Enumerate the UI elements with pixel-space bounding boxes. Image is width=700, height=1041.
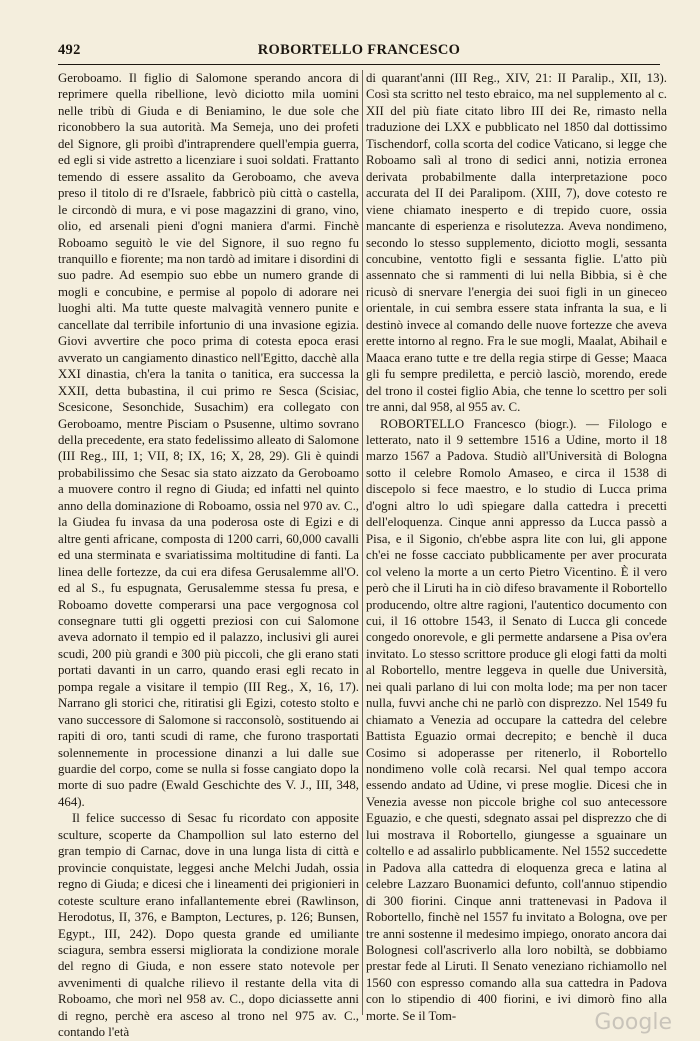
page-header <box>58 42 660 64</box>
paragraph-roboamo-end: di quarant'anni (III Reg., XIV, 21: II Paralip., XII, 13). Così sta scritto nel testo ebraico, ma nel supplemento al c. XII del più fiate citato libro III dei Re, rimasto nella traduzione dei LXX e pubblicato nel 1850 dal dottissimo Tischendorf, colla scorta del codice Vaticano, si legge che Roboamo salì al trono di sedici anni, notizia erronea derivata probabilmente dalla interpretazione poco accurata del II dei Paralipom. (XIII, 7), dove cotesto re viene chiamato inesperto e di trepido cuore, ossia mancante di esperienza e risolutezza. Aveva nondimeno, secondo lo stesso supplemento, diciotto mogli, sessanta concubine, ventotto figli e sessanta figlie. L'atto più assennato che si rammenti di lui nella Bibbia, si è che ricusò di snervare l'energia dei suoi figli in un gineceo orientale, in cui sembra essere stata infranta la sua, e li destinò invece al comando delle nuove fortezze che aveva erette intorno al regno. Fra le sue mogli, Maalat, Abihail e Maaca erano tutte e tre della regia stirpe di Gesse; Maaca gli fu sempre prediletta, e perciò lasciò, morendo, erede del trono il costei figlio Abia, che tenne lo scettro per soli tre anni, dal 958, al 955 av. C. <box>366 71 667 415</box>
paragraph-robortello-entry: ROBORTELLO Francesco (biogr.). — Filologo e letterato, nato il 9 settembre 1516 a Udine, morto il 18 marzo 1567 a Padova. Studiò all'Università di Bologna sotto il celebre Romolo Amaseo, e circa il 1538 di discepolo si fece maestro, e lo studio di Lucca prima d'ogni altro lo udì spiegare dalla cattedra i precetti dell'eloquenza. Cinque anni appresso da Lucca passò a Pisa, e il Sigonio, ch'ebbe aspra lite con lui, gli appone ch'ei ne fosse cacciato pubblicamente per aver procurata col veleno la morte a un certo Pietro Vicentino. È il vero però che il Liruti ha in ciò difeso bravamente il Robortello producendo, oltre altre ragioni, l'autentico documento con cui, il 16 ottobre 1543, il Senato di Lucca gli concede congedo onorevole, e gli permette andarsene a Pisa ov'era invitato. Lo stesso scrittore produce gli elogi fatti da molti al Robortello, mentre leggeva in quelle due Università, nei quali parlano di lui con molta lode; ma per non tacer nulla, fuvvi anche chi ne parlò con disprezzo. Nel 1549 fu chiamato a Venezia ad occupare la cattedra del celebre Battista Eguazio ormai decrepito; e benchè il duca Cosimo si adoperasse per ritenerlo, il Robortello nondimeno volle colà recarsi. Nel qual tempo accora essendo andato ad Udine, vi prese moglie. Dicesi che in Venezia avesse non piccole brighe col suo antecessore Eguazio, e che questi, sdegnato assai pel disprezzo che di lui mostrava il Robortello, giungesse a sguainare un coltello e ad assalirlo pubblicamente. Nel 1552 succedette in Padova alla cattedra di eloquenza greca e latina al celebre Lazzaro Buonamici defunto, coll'annuo stipendio di 300 fiorini. Cinque anni trattenevasi in Padova il Robortello, finchè nel 1557 fu invitato a Bologna, ove per tre anni sostenne il medesimo impiego, onorato ancora dai Bolognesi coll'ascriverlo alla loro nobiltà, se dobbiamo prestar fede al Liruti. Il Senato veneziano richiamollo nel 1560 con espresso comando alla sua cattedra in Padova con lo stipendio di 400 fiorini, e ivi dimorò fino alla morte. Se il Tom- <box>366 416 667 1023</box>
left-column <box>58 70 359 1041</box>
right-column <box>366 70 667 1024</box>
paragraph-roboamo-continued: Geroboamo. Il figlio di Salomone sperando ancora di reprimere quella ribellione, levò diciotto mila uomini nelle tribù di Giuda e di Beniamino, le due sole che riconobbero la sua autorità. Ma Semeja, uno dei profeti del Signore, gli proibì d'intraprendere quell'empia guerra, ed egli si vide astretto a licenziare i suoi soldati. Frattanto temendo di essere assalito da Geroboamo, che aveva preso il titolo di re d'Israele, fabbricò più città o castella, le circondò di mura, e vi pose magazzini di grano, vino, olio, ed arsenali pieni d'ogni maniera d'armi. Finchè Roboamo seguitò le vie del Signore, il suo regno fu tranquillo e fiorente; ma non tardò ad imitare i disordini di suo padre. Ad esempio suo ebbe un numero grande di mogli e concubine, e permise al popolo di adorare nei luoghi alti. Ma tutte queste malvagità vennero punite e cancellate dal terribile infortunio di una invasione egizia. Giovi avvertire che poco prima di cotesta epoca erasi avverato un cangiamento dinastico nell'Egitto, dacchè alla XXI dinastia, ch'era la tanita o tanitica, era successa la XXII, detta bubastina, il cui primo re Sesca (Scisiac, Scesicone, Sesonchide, Susachim) era collegato con Geroboamo, mentre Pisciam o Psusenne, ultimo sovrano della precedente, era stato fedelissimo alleato di Salomone (III Reg., III, 1; VII, 8; IX, 16; X, 28, 29). Gli è quindi probabilissimo che Sesac sia stato aizzato da Geroboamo a muovere contro il regno di Giuda; ed infatti nel quinto anno della dominazione di Roboamo, ossia nel 970 av. C., la Giudea fu invasa da una poderosa oste di Egizi e di altre genti africane, composta di 1200 carri, 60,000 cavalli ed una sterminata e svariatissima moltitudine di fanti. La linea delle fortezze, da cui era difesa Gerusalemme all'O. ed al S., fu espugnata, Gerusalemme stessa fu presa, e Roboamo dovette comperarsi una pace vergognosa col consegnare tutti gli oggetti preziosi con cui Salomone aveva adornato il tempio ed il palazzo, inclusivi gli aurei scudi, 200 più grandi e 300 più piccoli, che gli erano stati portati davanti in un carro, quando erasi egli recato in pompa regale a visitare il tempio (III Reg., X, 16, 17). Narrano gli storici che, ritiratisi gli Egizi, cotesto stolto e vano successore di Salomone si racconsolò, sostituendo ai rapiti di oro, tanti scudi di rame, che furono trasportati solennemente in processione dinanzi a lui dalle sue guardie del corpo, come se nulla si fosse cangiato dopo la morte di suo padre (Ewald Geschichte des V. J., III, 348, 464). <box>58 71 360 809</box>
google-watermark: Google <box>594 1010 672 1035</box>
page-number: 492 <box>58 42 81 58</box>
paragraph-sesac-sculptures: Il felice successo di Sesac fu ricordato con apposite sculture, scoperte da Champollion sul lato esterno del gran tempio di Carnac, dove in una lunga lista di città e provincie conquistate, leggesi anche Melchi Judah, ossia regno di Giuda; e dicesi che i lineamenti dei prigionieri in coteste sculture erano infallantemente ebrei (Rawlinson, Herodotus, II, 376, e Bampton, Lectures, p. 126; Bunsen, Egypt., III, 242). Dopo questa grande ed umiliante sciagura, sembra essersi migliorata la condizione morale del regno di Giuda, e non essere stato notevole per avvenimenti di qualche rilievo il restante della vita di Roboamo, che morì nel 958 av. C., dopo diciassette anni di regno, perchè era asceso al trono nel 975 av. C., contando l'età <box>58 811 359 1040</box>
header-rule <box>58 64 660 65</box>
column-divider <box>362 70 363 1015</box>
running-head: ROBORTELLO FRANCESCO <box>257 42 461 58</box>
